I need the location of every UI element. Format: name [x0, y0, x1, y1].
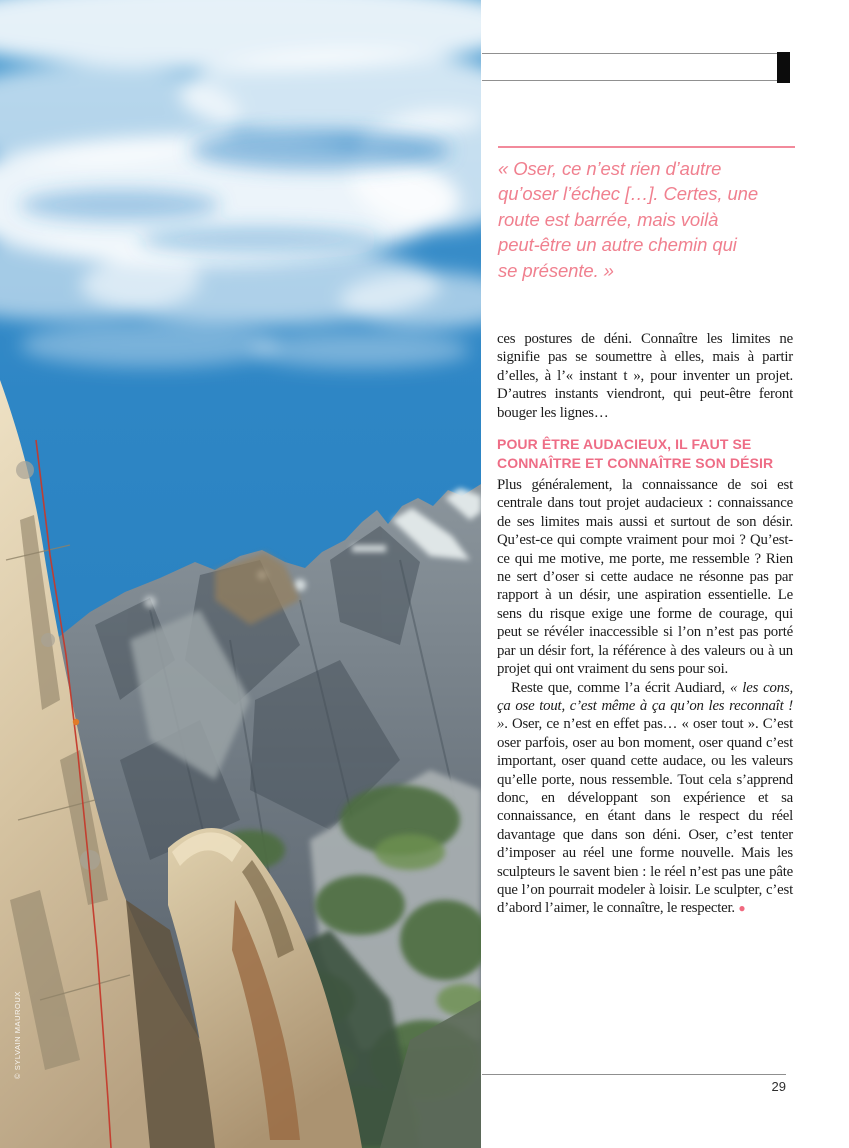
photo-credit: © SYLVAIN MAUROUX	[13, 991, 22, 1079]
gear-dot	[73, 719, 79, 725]
pull-quote: « Oser, ce n’est rien d’autre qu’oser l’échec […]. Certes, une route est barrée, mais voilà peut-être un autre chemin qui se présente. »	[498, 158, 759, 281]
footer-rule	[482, 1074, 786, 1075]
header-end-block	[777, 52, 790, 83]
intro-paragraph: ces postures de déni. Connaître les limites ne signifie pas se soumettre à elles, mais à partir d’elles, à l’« instant t », pour inventer un projet. D’autres instants viendront, qui peut-être feront bouger les lignes…	[497, 331, 793, 421]
article-column	[497, 330, 793, 918]
section-heading: POUR ÊTRE AUDACIEUX, IL FAUT SE CONNAÎTRE ET CONNAÎTRE SON DÉSIR	[497, 436, 774, 472]
page-number: 29	[771, 1079, 786, 1094]
article-paragraphs	[497, 476, 793, 918]
header-rules	[482, 53, 790, 81]
article-paragraph: Plus généralement, la connaissance de soi est centrale dans tout projet audacieux : connaissance de ses limites mais aussi et surtout de son désir. Qu’est-ce qui compte vraiment pour moi ? Qu’est-ce qui me motive, me porte, me ressemble ? Rien ne sert d’oser si cette audace ne résonne pas par rapport à un désir, une aspiration essentielle. Le sens du risque exige une forme de courage, qui peut se révéler inaccessible si l’on n’est pas porté par un désir fort, la référence à des valeurs ou à un projet qui ont vraiment du sens pour soi.	[497, 477, 793, 678]
article-paragraph: Reste que, comme l’a écrit Audiard, « les cons, ça ose tout, c’est même à ça qu’on les reconnaît ! ». Oser, ce n’est en effet pas… « oser tout ». C’est oser parfois, oser au bon moment, oser quand c’est important, oser quand cette audace, ou les valeurs qu’elle porte, nous ressemble. Tout cela s’apprend donc, en développant son expérience et sa connaissance, en étant dans le respect du réel davantage que dans son déni. Oser, c’est tenter d’imposer au réel une forme nouvelle. Mais les sculpteurs le savent bien : le réel n’est pas une pâte que l’on pourrait modeler à loisir. Le sculpter, c’est d’abord l’aimer, le connaître, le respecter. ●	[497, 679, 794, 917]
pull-quote-rule	[498, 146, 795, 148]
